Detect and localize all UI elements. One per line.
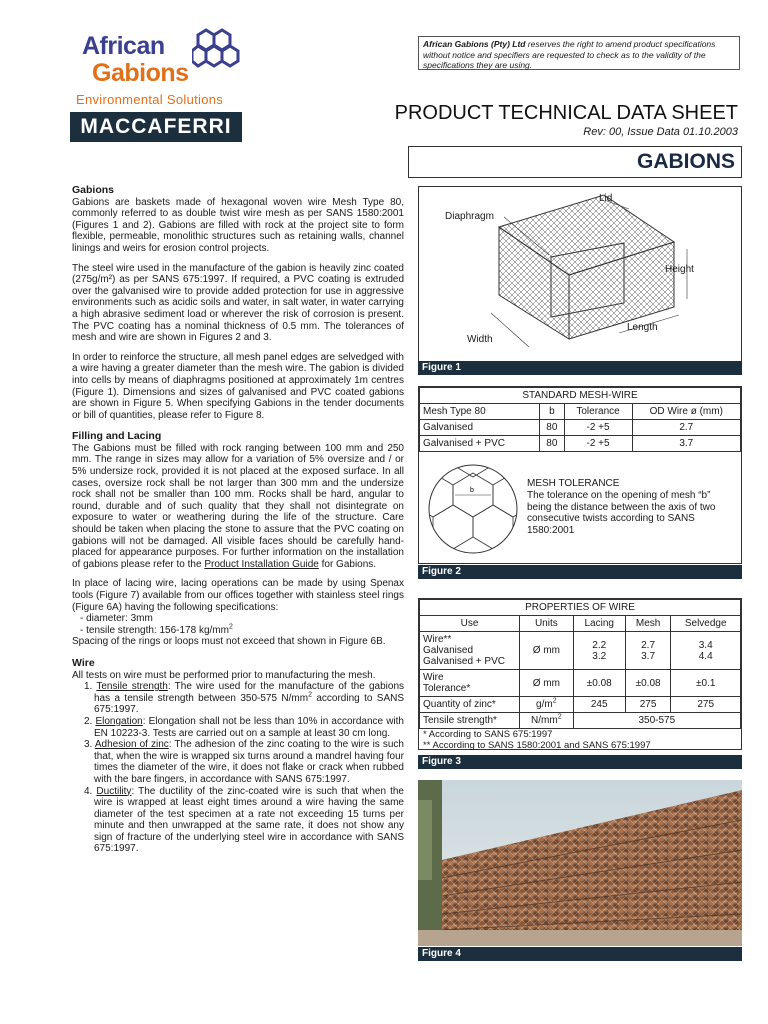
product-title: GABIONS: [636, 150, 735, 173]
cell-line: 2.7: [641, 639, 656, 651]
table-row: [420, 632, 741, 670]
figure-4-label: Figure 4: [418, 947, 742, 961]
figure-3-wire-table: [418, 598, 742, 750]
lacing-paragraph: In place of lacing wire, lacing operations can be made by using Spenax tools (Figure 7) available from our offices together with stainless steel rings (Figure 6A) having the following specifications:: [72, 578, 404, 613]
table-cell: Quantity of zinc*: [420, 697, 520, 713]
table-cell: 275: [625, 697, 671, 713]
table-cell: Ø mm: [520, 632, 574, 670]
table-cell: 275: [671, 697, 741, 713]
filling-text-a: The Gabions must be filled with rock ranging between 100 mm and 250 mm. The range in sizes may allow for a variation of 5% oversize and / or 5% undersize rock, provided it is not placed at the exposed surface. In all cases, oversize rock shall be not larger than 300 mm and the undersize rock shall not be smaller than 100 mm. Rocks shall be hard, angular to round, durable and of such quality that they shall not disintegrate on exposure to water or weathering during the life of the structure. Care should be taken when placing the stone to assure that the PVC coating on gabions will not be damaged. All visible faces should be carefully hand-placed for appearance purposes. For further information on the installation of gabions please refer to the: [72, 442, 404, 570]
spec-diameter: - diameter: 3mm: [80, 613, 153, 625]
column-header: b: [540, 404, 564, 420]
item-text: : The ductility of the zinc-coated wire is such that when the wire is wrapped at least eight times around a wire having the same diameter of the test specimen at a rate not exceeding 15 turns per minute and then unwrapped at the same rate, it does not show any sign of fracture of the underlying steel wire in accordance with SANS 675:1997.: [94, 785, 404, 855]
figure-1-diagram: [418, 186, 742, 362]
cell-line: Tolerance*: [423, 683, 471, 694]
table-cell: ±0.1: [671, 670, 741, 697]
gabion-wall-photo: [418, 780, 742, 946]
spec-tensile-text: - tensile strength: 156-178 kg/mm: [80, 624, 229, 636]
document-title: PRODUCT TECHNICAL DATA SHEET: [394, 102, 738, 124]
table-row: [420, 670, 741, 697]
table-row: [420, 436, 741, 452]
figure-1-label: Figure 1: [418, 361, 742, 375]
table-row: [420, 420, 741, 436]
item-term: Ductility: [96, 785, 132, 797]
column-header: OD Wire ø (mm): [632, 404, 740, 420]
wire-properties-table: [419, 599, 741, 729]
item-number: 2.: [84, 715, 96, 727]
table-header-row: [420, 404, 741, 420]
item-number: 4.: [84, 785, 97, 797]
b-mark: b: [470, 487, 474, 494]
item-text: : The adhesion of the zinc coating to the wire is such that, when the wire is wrapped six turns around a mandrel having four times the diameter of the wire, it does not flake or crack when rubbed with the bare fingers, in accordance with SANS 675:1997.: [94, 739, 404, 785]
revision-line: Rev: 00, Issue Data 01.10.2003: [583, 126, 738, 138]
table-cell: ±0.08: [573, 670, 625, 697]
cell-line: 3.7: [641, 650, 656, 662]
spacing-paragraph: Spacing of the rings or loops must not exceed that shown in Figure 6B.: [72, 636, 386, 648]
mesh-wire-table: [419, 387, 741, 452]
table-cell: 3.7: [632, 436, 740, 452]
table-cell: [520, 713, 574, 729]
cell-line: 4.4: [698, 650, 713, 662]
table-cell: Galvanised: [420, 420, 540, 436]
item-sup: 2: [308, 691, 312, 699]
item-term: Tensile strength: [96, 681, 168, 693]
table-cell: Ø mm: [520, 670, 574, 697]
footnote-1: * According to SANS 675:1997: [423, 729, 553, 740]
cell-line: Wire**: [423, 634, 452, 645]
column-header: Tolerance: [564, 404, 632, 420]
label-length: Length: [627, 322, 658, 333]
column-header: Mesh: [625, 616, 671, 632]
hex-mesh-diagram: [425, 461, 521, 557]
item-term: Elongation: [95, 715, 143, 727]
table-cell: ±0.08: [625, 670, 671, 697]
gabions-heading: Gabions: [72, 184, 115, 196]
unit-text: N/mm: [531, 715, 558, 726]
label-diaphragm: Diaphragm: [445, 211, 494, 222]
item-text: : Elongation shall not be less than 10% in accordance with EN 10223-3. Tests are carried out on a sample at least 30 cm long.: [94, 715, 404, 739]
table-cell: 80: [540, 436, 564, 452]
cell-line: 3.2: [592, 650, 607, 662]
cell-line: Galvanised + PVC: [423, 656, 505, 667]
wire-test-list: [84, 681, 404, 855]
table-cell: 2.7: [632, 420, 740, 436]
cell-line: Galvanised: [423, 645, 474, 656]
table-cell: [625, 632, 671, 670]
disclaimer-box: [418, 36, 740, 70]
wire-test-item: [84, 786, 404, 856]
table-cell: -2 +5: [564, 436, 632, 452]
table-cell: [520, 697, 574, 713]
installation-guide-link[interactable]: Product Installation Guide: [204, 558, 319, 570]
wire-heading: Wire: [72, 656, 95, 669]
left-column: [72, 185, 404, 855]
table-title: STANDARD MESH-WIRE: [420, 388, 741, 404]
table-cell: [420, 670, 520, 697]
item-term: Adhesion of zinc: [94, 739, 169, 751]
mesh-tolerance-text: The tolerance on the opening of mesh “b” being the distance between the axis of two consecutive twists according to SANS 1580:2001: [527, 490, 716, 536]
cell-line: 2.2: [592, 639, 607, 651]
wire-test-item: [84, 716, 404, 739]
spec-tensile-sup: 2: [228, 623, 233, 631]
table-cell: [420, 632, 520, 670]
column-header: Selvedge: [671, 616, 741, 632]
filling-paragraph: [72, 443, 404, 571]
table-cell: 80: [540, 420, 564, 436]
logo-line-african: African: [82, 32, 165, 60]
column-header: Mesh Type 80: [420, 404, 540, 420]
column-header: Units: [520, 616, 574, 632]
column-header: Use: [420, 616, 520, 632]
item-number: 3.: [84, 739, 95, 751]
label-height: Height: [665, 264, 694, 275]
ring-specs: [80, 613, 404, 636]
table-row: [420, 697, 741, 713]
gabions-paragraph-1: Gabions are baskets made of hexagonal woven wire Mesh Type 80, commonly referred to as double twist wire mesh as per SANS 1580:2001 (Figures 1 and 2). Gabions are filled with rock at the project site to form flexible, permeable, monolithic structures such as retaining walls, channel linings and weirs for erosion control projects.: [72, 196, 404, 254]
wire-intro: All tests on wire must be performed prior to manufacturing the mesh.: [72, 669, 376, 681]
cell-line: Wire: [423, 672, 444, 683]
gabions-paragraph-3: In order to reinforce the structure, all mesh panel edges are selvedged with a wire having a greater diameter than the mesh wire. The gabion is divided into cells by means of diaphragms positioned at approximately 1m centres (Figure 1). Dimensions and sizes of galvanised and PVC coated gabions are shown in Figure 5. When specifying Gabions in the tender documents or bill of quantities, please refer to Figure 8.: [72, 351, 404, 421]
item-text: : The wire used for the manufacture of the gabions has a tensile strength between 350-575 N/mm: [94, 681, 405, 704]
mesh-tolerance-title: MESH TOLERANCE: [527, 478, 620, 489]
unit-sup: 2: [552, 697, 557, 705]
disclaimer-text: reserves the right to amend product specifications without notice and specifiers are requested to check as to the validity of the specifications they are using.: [423, 39, 716, 70]
filling-text-b: for Gabions.: [318, 558, 377, 570]
table-cell: [573, 632, 625, 670]
item-number: 1.: [84, 681, 97, 693]
table-row: [420, 713, 741, 729]
wire-test-item: [84, 681, 404, 716]
table-cell: 245: [573, 697, 625, 713]
table-cell: -2 +5: [564, 420, 632, 436]
column-header: Lacing: [573, 616, 625, 632]
filling-lacing-heading: Filling and Lacing: [72, 430, 162, 443]
item-tail: according to SANS 675:1997.: [94, 692, 405, 716]
unit-sup: 2: [557, 713, 562, 721]
figure-3-label: Figure 3: [418, 755, 742, 769]
wire-test-item: [84, 739, 404, 785]
table-cell: [671, 632, 741, 670]
label-lid: Lid: [599, 193, 613, 204]
figure-2-mesh-table: [418, 386, 742, 564]
company-logo: [70, 26, 245, 144]
table-cell: Tensile strength*: [420, 713, 520, 729]
logo-tagline: Environmental Solutions: [76, 92, 224, 107]
table-cell: Galvanised + PVC: [420, 436, 540, 452]
figure-2-label: Figure 2: [418, 565, 742, 579]
product-title-box: [408, 146, 742, 178]
spec-tensile: [80, 625, 404, 637]
table-header-row: [420, 616, 741, 632]
label-width: Width: [467, 334, 493, 345]
cell-line: 3.4: [698, 639, 713, 651]
footnote-2: ** According to SANS 1580:2001 and SANS 675:1997: [423, 740, 651, 751]
table-cell: 350-575: [573, 713, 740, 729]
logo-line-gabions: Gabions: [92, 59, 189, 87]
maccaferri-brand: MACCAFERRI: [70, 112, 242, 142]
unit-text: g/m: [536, 699, 553, 710]
gabions-paragraph-2: The steel wire used in the manufacture of the gabion is heavily zinc coated (275g/m²) as per SANS 675:1997. If required, a PVC coating is extruded over the galvanised wire to provide added protection for use in aggressive environments such as acidic soils and water, in salt water, in water carrying a high abrasive sediment load or wherever the risk of corrosion is present. The PVC coating has a nominal thickness of 0.5 mm. The tolerances of mesh and wire are shown in Figures 2 and 3.: [72, 262, 404, 344]
disclaimer-company: African Gabions (Pty) Ltd: [423, 39, 526, 49]
table-title: PROPERTIES OF WIRE: [420, 600, 741, 616]
mesh-logo-icon: [192, 26, 240, 78]
gabion-wall-illustration: [418, 780, 742, 946]
